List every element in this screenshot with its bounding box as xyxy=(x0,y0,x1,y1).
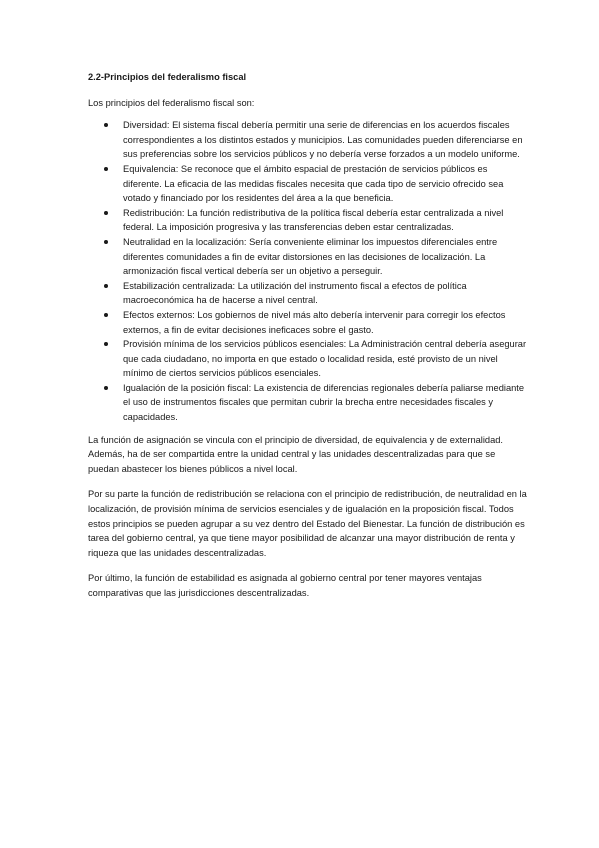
list-item xyxy=(88,279,528,308)
list-item xyxy=(88,381,528,425)
list-item xyxy=(88,118,528,162)
bullet-icon xyxy=(104,386,108,390)
bullet-icon xyxy=(104,211,108,215)
list-item-text: Provisión mínima de los servicios públicos esenciales: La Administración central debería asegurar que cada ciudadano, no importa en que estado o localidad resida, esté provisto de un nivel mínimo de ciertos servicios públicos esenciales. xyxy=(123,339,527,379)
document-page xyxy=(88,70,528,612)
paragraph-redistribution: Por su parte la función de redistribución se relaciona con el principio de redistribución, de neutralidad en la localización, de provisión mínima de servicios esenciales y de igualación en la proposición fiscal. Todos estos principios se pueden agrupar a su vez dentro del Estado del Bienestar. La función de distribución es tarea del gobierno central, ya que tiene mayor posibilidad de alcanzar una mayor distribución de renta y riqueza que las unidades descentralizadas. xyxy=(88,489,527,558)
list-item-text: Igualación de la posición fiscal: La existencia de diferencias regionales debería paliarse mediante el uso de instrumentos fiscales que permitan cubrir la brecha entre necesidades fiscales y capacidades. xyxy=(123,382,525,423)
paragraph-stability: Por último, la función de estabilidad es asignada al gobierno central por tener mayores ventajas comparativas que las jurisdicciones descentralizadas. xyxy=(88,573,482,598)
list-item-text: Redistribución: La función redistributiva de la política fiscal debería estar centralizada a nivel federal. La imposición progresiva y las transferencias deben estar centralizadas. xyxy=(123,207,504,233)
list-item-text: Efectos externos: Los gobiernos de nivel más alto debería intervenir para corregir los efectos externos, a fin de evitar decisiones ineficaces sobre el gasto. xyxy=(123,309,506,335)
bullet-icon xyxy=(104,284,108,288)
principles-list xyxy=(88,118,528,424)
bullet-icon xyxy=(104,342,108,346)
list-item xyxy=(88,235,528,279)
intro-text: Los principios del federalismo fiscal son: xyxy=(88,97,255,108)
bullet-icon xyxy=(104,123,108,127)
bullet-icon xyxy=(104,313,108,317)
list-item xyxy=(88,162,528,206)
bullet-icon xyxy=(104,167,108,171)
list-item-text: Estabilización centralizada: La utilización del instrumento fiscal a efectos de política macroeconómica ha de hacerse a nivel central. xyxy=(123,280,467,306)
bullet-icon xyxy=(104,240,108,244)
list-item xyxy=(88,337,528,381)
list-item-text: Neutralidad en la localización: Sería conveniente eliminar los impuestos diferenciales entre diferentes comunidades a fin de evitar distorsiones en las decisiones de localización. La armonización fiscal vertical debería ser un objetivo a perseguir. xyxy=(123,236,498,277)
paragraph-allocation: La función de asignación se vincula con el principio de diversidad, de equivalencia y de externalidad. Además, ha de ser compartida entre la unidad central y las unidades descentralizadas para que se puedan abastecer los bienes públicos a nivel local. xyxy=(88,434,504,474)
list-item xyxy=(88,206,528,235)
list-item-text: Equivalencia: Se reconoce que el ámbito espacial de prestación de servicios públicos es diferente. La eficacia de las medidas fiscales necesita que cada tipo de servicio ofrecido sea votado y financiado por los residentes del área a la que beneficia. xyxy=(123,163,504,204)
section-heading: 2.2-Principios del federalismo fiscal xyxy=(88,72,247,82)
list-item-text: Diversidad: El sistema fiscal debería permitir una serie de diferencias en los acuerdos fiscales correspondientes a los distintos estados y municipios. Las comunidades pueden diferenciarse en sus preferencias sobre los servicios públicos y no debería verse forzados a un modelo uniforme. xyxy=(123,120,523,160)
list-item xyxy=(88,308,528,337)
